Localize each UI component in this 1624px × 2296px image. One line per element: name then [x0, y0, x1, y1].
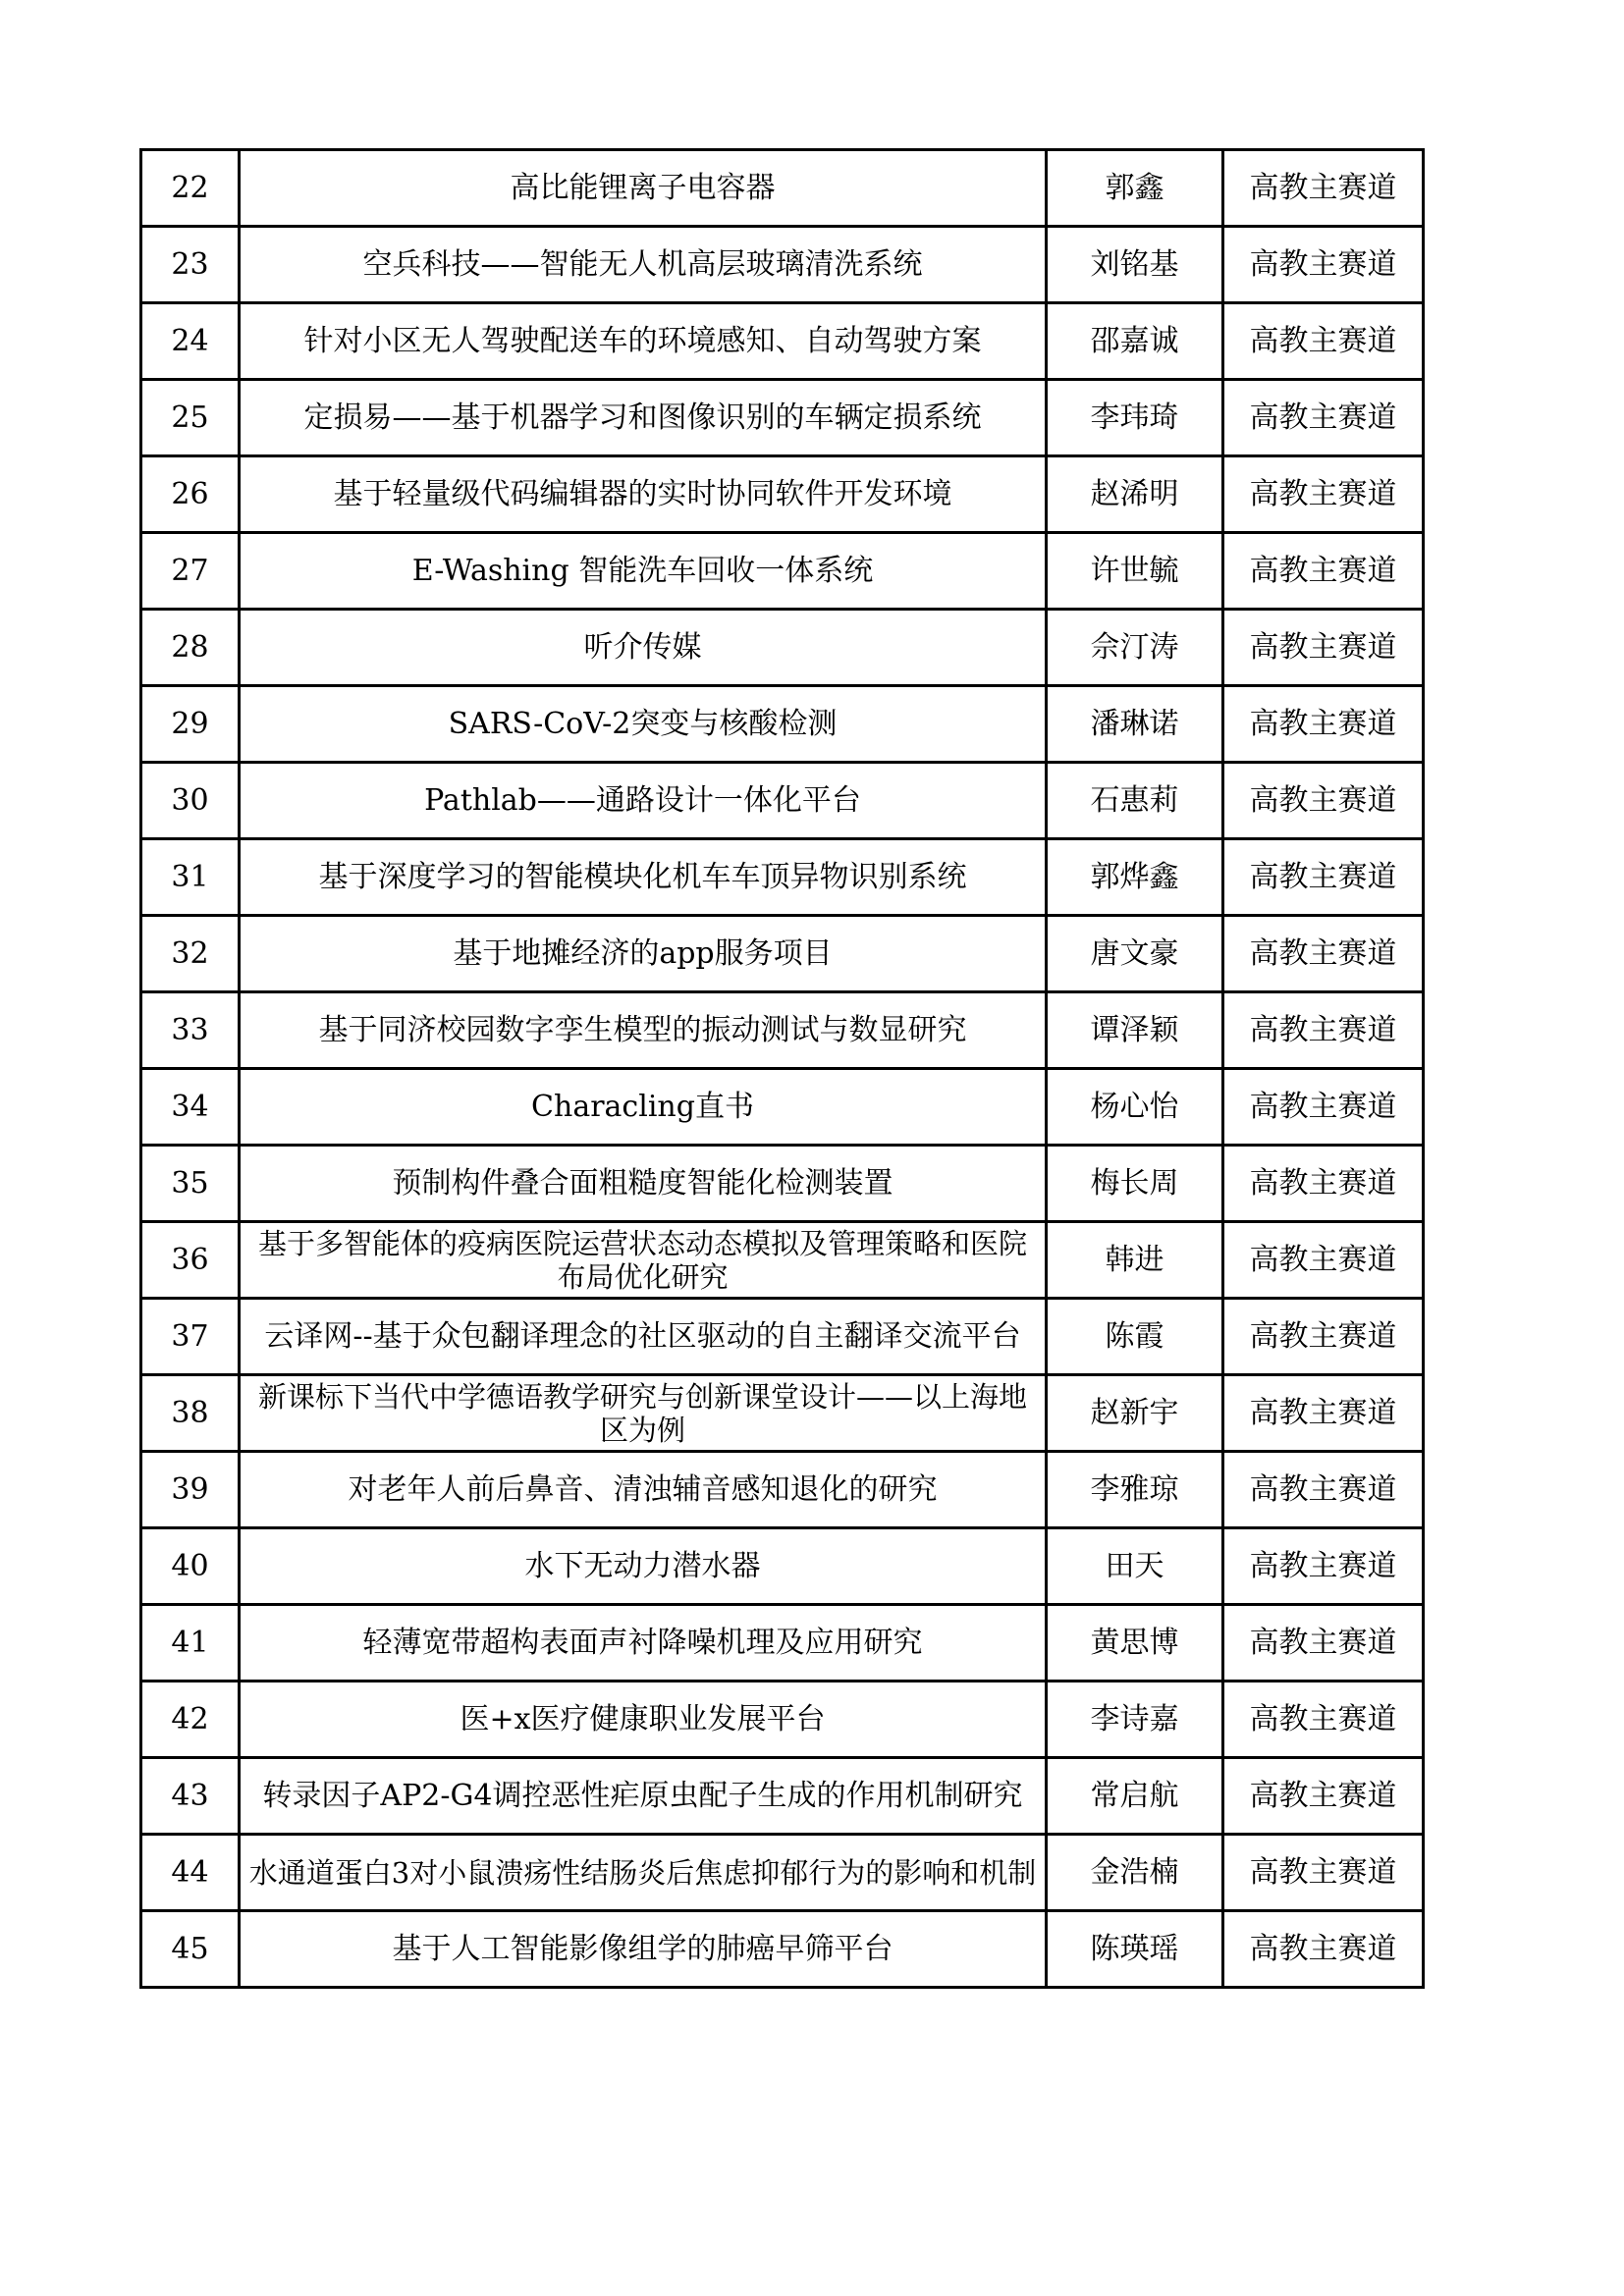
table-body [141, 150, 1424, 1988]
table-row [141, 1069, 1424, 1146]
project-name-cell: 基于多智能体的疫病医院运营状态动态模拟及管理策略和医院布局优化研究 [240, 1222, 1047, 1299]
project-name-cell: 基于同济校园数字孪生模型的振动测试与数显研究 [240, 992, 1047, 1069]
row-number-cell: 28 [141, 610, 240, 686]
table-row [141, 610, 1424, 686]
project-name-cell: 基于地摊经济的app服务项目 [240, 916, 1047, 992]
track-cell: 高教主赛道 [1223, 1299, 1424, 1375]
row-number-cell: 34 [141, 1069, 240, 1146]
project-list-table [139, 148, 1425, 1989]
table-row [141, 533, 1424, 610]
row-number-cell: 31 [141, 839, 240, 916]
table-row [141, 456, 1424, 533]
row-number-cell: 29 [141, 686, 240, 763]
table-row [141, 303, 1424, 380]
leader-name-cell: 金浩楠 [1047, 1835, 1223, 1911]
project-name-cell: 水下无动力潜水器 [240, 1528, 1047, 1605]
project-name-cell: 云译网--基于众包翻译理念的社区驱动的自主翻译交流平台 [240, 1299, 1047, 1375]
table-row [141, 227, 1424, 303]
table-row [141, 1222, 1424, 1299]
table-row [141, 839, 1424, 916]
row-number-cell: 32 [141, 916, 240, 992]
table-row [141, 1682, 1424, 1758]
track-cell: 高教主赛道 [1223, 1758, 1424, 1835]
project-name-cell: SARS-CoV-2突变与核酸检测 [240, 686, 1047, 763]
track-cell: 高教主赛道 [1223, 610, 1424, 686]
track-cell: 高教主赛道 [1223, 533, 1424, 610]
track-cell: 高教主赛道 [1223, 1146, 1424, 1222]
track-cell: 高教主赛道 [1223, 1222, 1424, 1299]
row-number-cell: 33 [141, 992, 240, 1069]
leader-name-cell: 李雅琼 [1047, 1452, 1223, 1528]
leader-name-cell: 陈霞 [1047, 1299, 1223, 1375]
row-number-cell: 37 [141, 1299, 240, 1375]
table-row [141, 916, 1424, 992]
table-row [141, 763, 1424, 839]
project-name-cell: E-Washing 智能洗车回收一体系统 [240, 533, 1047, 610]
leader-name-cell: 赵浠明 [1047, 456, 1223, 533]
project-name-cell: 对老年人前后鼻音、清浊辅音感知退化的研究 [240, 1452, 1047, 1528]
leader-name-cell: 郭鑫 [1047, 150, 1223, 227]
track-cell: 高教主赛道 [1223, 916, 1424, 992]
project-name-cell: 水通道蛋白3对小鼠溃疡性结肠炎后焦虑抑郁行为的影响和机制 [240, 1835, 1047, 1911]
project-name-cell: 新课标下当代中学德语教学研究与创新课堂设计——以上海地区为例 [240, 1375, 1047, 1452]
leader-name-cell: 陈瑛瑶 [1047, 1911, 1223, 1988]
leader-name-cell: 黄思博 [1047, 1605, 1223, 1682]
leader-name-cell: 郭烨鑫 [1047, 839, 1223, 916]
row-number-cell: 35 [141, 1146, 240, 1222]
track-cell: 高教主赛道 [1223, 380, 1424, 456]
project-name-cell: 针对小区无人驾驶配送车的环境感知、自动驾驶方案 [240, 303, 1047, 380]
project-name-cell: Pathlab——通路设计一体化平台 [240, 763, 1047, 839]
project-name-cell: 医+x医疗健康职业发展平台 [240, 1682, 1047, 1758]
table-row [141, 380, 1424, 456]
track-cell: 高教主赛道 [1223, 1069, 1424, 1146]
track-cell: 高教主赛道 [1223, 1375, 1424, 1452]
leader-name-cell: 梅长周 [1047, 1146, 1223, 1222]
table-row [141, 1452, 1424, 1528]
track-cell: 高教主赛道 [1223, 456, 1424, 533]
leader-name-cell: 唐文豪 [1047, 916, 1223, 992]
track-cell: 高教主赛道 [1223, 1682, 1424, 1758]
project-name-cell: 高比能锂离子电容器 [240, 150, 1047, 227]
table-row [141, 1299, 1424, 1375]
track-cell: 高教主赛道 [1223, 303, 1424, 380]
table-row [141, 150, 1424, 227]
row-number-cell: 27 [141, 533, 240, 610]
project-name-cell: Characling直书 [240, 1069, 1047, 1146]
leader-name-cell: 谭泽颖 [1047, 992, 1223, 1069]
leader-name-cell: 佘汀涛 [1047, 610, 1223, 686]
leader-name-cell: 邵嘉诚 [1047, 303, 1223, 380]
table-row [141, 686, 1424, 763]
row-number-cell: 44 [141, 1835, 240, 1911]
track-cell: 高教主赛道 [1223, 1528, 1424, 1605]
track-cell: 高教主赛道 [1223, 1835, 1424, 1911]
leader-name-cell: 常启航 [1047, 1758, 1223, 1835]
row-number-cell: 38 [141, 1375, 240, 1452]
project-name-cell: 基于深度学习的智能模块化机车车顶异物识别系统 [240, 839, 1047, 916]
leader-name-cell: 刘铭基 [1047, 227, 1223, 303]
track-cell: 高教主赛道 [1223, 1911, 1424, 1988]
table-row [141, 1605, 1424, 1682]
leader-name-cell: 石惠莉 [1047, 763, 1223, 839]
row-number-cell: 36 [141, 1222, 240, 1299]
leader-name-cell: 韩进 [1047, 1222, 1223, 1299]
project-name-cell: 转录因子AP2-G4调控恶性疟原虫配子生成的作用机制研究 [240, 1758, 1047, 1835]
track-cell: 高教主赛道 [1223, 686, 1424, 763]
row-number-cell: 43 [141, 1758, 240, 1835]
row-number-cell: 42 [141, 1682, 240, 1758]
row-number-cell: 39 [141, 1452, 240, 1528]
row-number-cell: 40 [141, 1528, 240, 1605]
project-name-cell: 定损易——基于机器学习和图像识别的车辆定损系统 [240, 380, 1047, 456]
table-row [141, 1758, 1424, 1835]
row-number-cell: 45 [141, 1911, 240, 1988]
table-row [141, 1528, 1424, 1605]
row-number-cell: 41 [141, 1605, 240, 1682]
project-name-cell: 听介传媒 [240, 610, 1047, 686]
table-row [141, 1835, 1424, 1911]
track-cell: 高教主赛道 [1223, 1452, 1424, 1528]
table-row [141, 1375, 1424, 1452]
row-number-cell: 26 [141, 456, 240, 533]
project-name-cell: 轻薄宽带超构表面声衬降噪机理及应用研究 [240, 1605, 1047, 1682]
table-row [141, 1146, 1424, 1222]
leader-name-cell: 田天 [1047, 1528, 1223, 1605]
track-cell: 高教主赛道 [1223, 150, 1424, 227]
row-number-cell: 24 [141, 303, 240, 380]
project-name-cell: 基于轻量级代码编辑器的实时协同软件开发环境 [240, 456, 1047, 533]
track-cell: 高教主赛道 [1223, 992, 1424, 1069]
leader-name-cell: 许世毓 [1047, 533, 1223, 610]
track-cell: 高教主赛道 [1223, 227, 1424, 303]
row-number-cell: 25 [141, 380, 240, 456]
row-number-cell: 30 [141, 763, 240, 839]
row-number-cell: 22 [141, 150, 240, 227]
project-name-cell: 空兵科技——智能无人机高层玻璃清洗系统 [240, 227, 1047, 303]
track-cell: 高教主赛道 [1223, 1605, 1424, 1682]
track-cell: 高教主赛道 [1223, 763, 1424, 839]
leader-name-cell: 赵新宇 [1047, 1375, 1223, 1452]
table-row [141, 992, 1424, 1069]
row-number-cell: 23 [141, 227, 240, 303]
leader-name-cell: 潘琳诺 [1047, 686, 1223, 763]
project-name-cell: 预制构件叠合面粗糙度智能化检测装置 [240, 1146, 1047, 1222]
project-name-cell: 基于人工智能影像组学的肺癌早筛平台 [240, 1911, 1047, 1988]
track-cell: 高教主赛道 [1223, 839, 1424, 916]
leader-name-cell: 李诗嘉 [1047, 1682, 1223, 1758]
table-row [141, 1911, 1424, 1988]
leader-name-cell: 杨心怡 [1047, 1069, 1223, 1146]
leader-name-cell: 李玮琦 [1047, 380, 1223, 456]
